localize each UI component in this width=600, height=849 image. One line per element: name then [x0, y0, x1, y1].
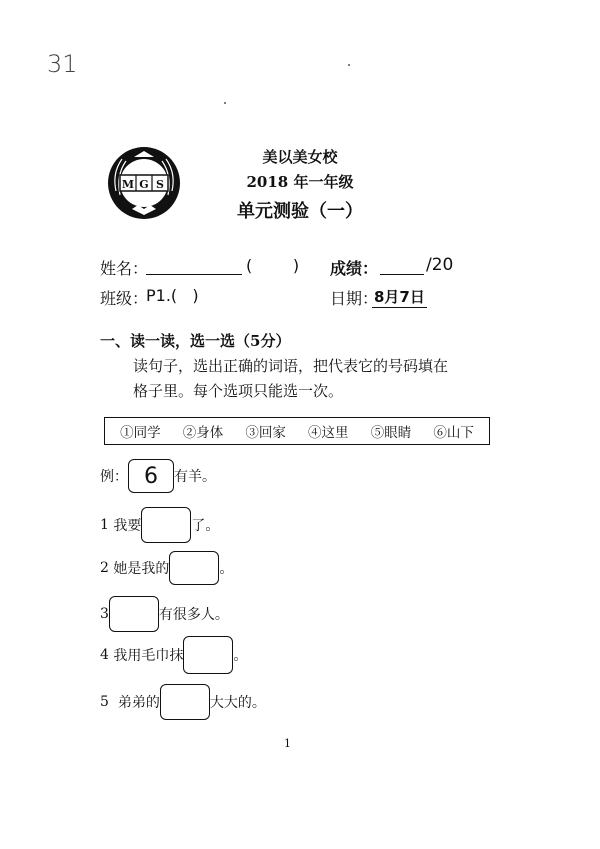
question-text-before: 弟弟的	[113, 695, 160, 711]
logo-letter: G	[139, 178, 149, 191]
question-number: 5	[100, 694, 109, 710]
question-text-after: 。	[233, 648, 248, 664]
score-total: /20	[426, 255, 454, 275]
choice-item: ④这里	[308, 425, 349, 441]
name-paren: ( )	[246, 256, 300, 275]
answer-box[interactable]	[141, 507, 191, 543]
score-field[interactable]	[380, 256, 424, 275]
question-number: 3	[100, 606, 109, 622]
choice-item: ⑤眼睛	[370, 425, 412, 441]
question-number: 4	[100, 647, 109, 663]
question-text-after: 了。	[191, 518, 220, 534]
question-text-before: 她是我的	[113, 561, 170, 577]
section-title: 一、读一读，选一选（5分）	[100, 332, 291, 350]
instruction-line: 读句子，选出正确的词语，把代表它的号码填在	[133, 357, 449, 375]
question-number: 2	[100, 560, 109, 576]
answer-box[interactable]	[160, 684, 210, 720]
question-row	[100, 551, 233, 585]
name-field[interactable]	[146, 256, 242, 275]
class-value: P1.( )	[146, 286, 199, 305]
example-row	[100, 459, 216, 493]
answer-box[interactable]	[183, 636, 233, 674]
choice-box	[104, 417, 490, 445]
question-text-after: 大大的。	[209, 695, 266, 711]
question-row	[100, 596, 229, 632]
question-text-before: 我用毛巾抹	[113, 648, 184, 664]
choice-item: ②身体	[182, 425, 224, 441]
school-year-grade: 2018 年一年级	[246, 173, 354, 191]
school-name: 美以美女校	[262, 148, 338, 166]
answer-box[interactable]	[169, 551, 219, 585]
instruction-line: 格子里。每个选项只能选一次。	[133, 382, 344, 400]
speck	[348, 64, 350, 66]
speck	[224, 102, 226, 104]
logo-letter: M	[121, 178, 135, 191]
example-label: 例：	[100, 469, 128, 485]
question-row	[100, 684, 266, 720]
question-text-after: 。	[219, 561, 234, 577]
question-row	[100, 507, 219, 543]
example-answer-box: 6	[128, 459, 174, 493]
class-label: 班级：	[100, 289, 149, 308]
choice-item: ①同学	[120, 425, 161, 441]
answer-box[interactable]	[109, 596, 159, 632]
name-label: 姓名：	[100, 259, 149, 278]
logo-letter: S	[156, 178, 164, 191]
date-label: 日期：	[330, 289, 379, 308]
score-label: 成绩：	[330, 259, 379, 278]
question-text-before: 我要	[113, 518, 142, 534]
question-number: 1	[100, 517, 109, 533]
page-number: 1	[284, 737, 291, 750]
test-title: 单元测验（一）	[237, 201, 363, 222]
date-value: 8月7日	[374, 288, 425, 306]
corner-mark: 31	[47, 50, 78, 78]
choice-item: ⑥山下	[433, 425, 474, 441]
example-text: 有羊。	[174, 469, 216, 485]
choice-item: ③回家	[245, 425, 286, 441]
question-row	[100, 636, 247, 674]
question-text-after: 有很多人。	[158, 607, 229, 623]
